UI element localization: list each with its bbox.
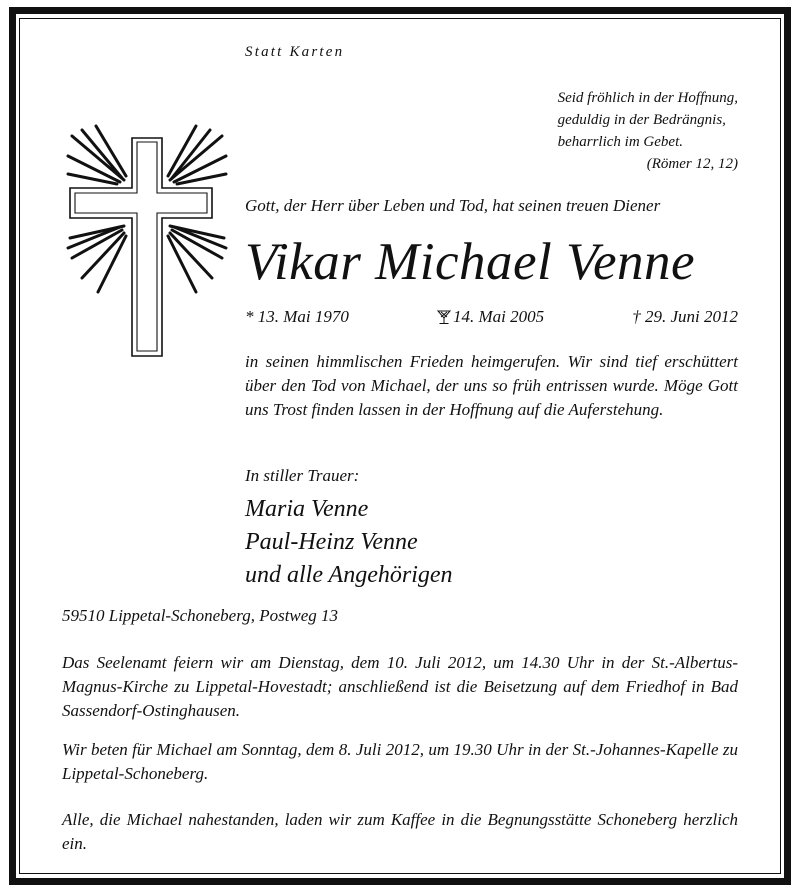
verse-line: geduldig in der Bedrängnis,	[557, 112, 726, 128]
verse-line: Seid fröhlich in der Hoffnung,	[557, 90, 738, 106]
mourner-name: und alle Angehörigen	[245, 562, 453, 588]
mourner-name: Maria Venne	[245, 496, 369, 522]
deceased-name: Vikar Michael Venne	[245, 233, 696, 291]
prayer-paragraph: Wir beten für Michael am Sonntag, dem 8. Juli 2012, um 19.30 Uhr in der St.-Johannes-Kapelle zu Lippetal-Schoneberg.	[62, 740, 738, 783]
mourner-name: Paul-Heinz Venne	[245, 529, 418, 555]
cross-with-rays-icon	[62, 120, 230, 360]
mourners-list	[245, 493, 453, 592]
birth-date: * 13. Mai 1970	[245, 307, 349, 326]
announcement-body: in seinen himmlischen Frieden heimgerufen. Wir sind tief erschüttert über den Tod von Michael, der uns so früh entrissen wurde. Möge Gott uns Trost finden lassen in der Hoffnung auf die Auferstehung.	[245, 352, 738, 419]
verse-line: beharrlich im Gebet.	[557, 134, 683, 150]
chalice-icon	[437, 310, 451, 325]
ordination-date: 14. Mai 2005	[452, 307, 545, 326]
death-date: † 29. Juni 2012	[632, 307, 738, 326]
address-text: 59510 Lippetal-Schoneberg, Postweg 13	[62, 606, 339, 625]
ordination-date-group	[437, 307, 544, 327]
requiem-paragraph: Das Seelenamt feiern wir am Dienstag, dem 10. Juli 2012, um 14.30 Uhr in der St.-Albertus-Magnus-Kirche zu Lippetal-Hovestadt; anschließend ist die Beisetzung auf dem Friedhof in Bad Sassendorf-Ostinghausen.	[62, 653, 738, 720]
dates-row	[245, 307, 738, 327]
mourning-label: In stiller Trauer:	[245, 466, 360, 485]
intro-text: Gott, der Herr über Leben und Tod, hat seinen treuen Diener	[245, 196, 661, 215]
bible-verse	[558, 87, 738, 175]
verse-reference: (Römer 12, 12)	[646, 156, 738, 172]
statt-karten-text: Statt Karten	[245, 44, 345, 60]
coffee-paragraph: Alle, die Michael nahestanden, laden wir zum Kaffee in die Begnungsstätte Schoneberg herzlich ein.	[62, 810, 738, 853]
